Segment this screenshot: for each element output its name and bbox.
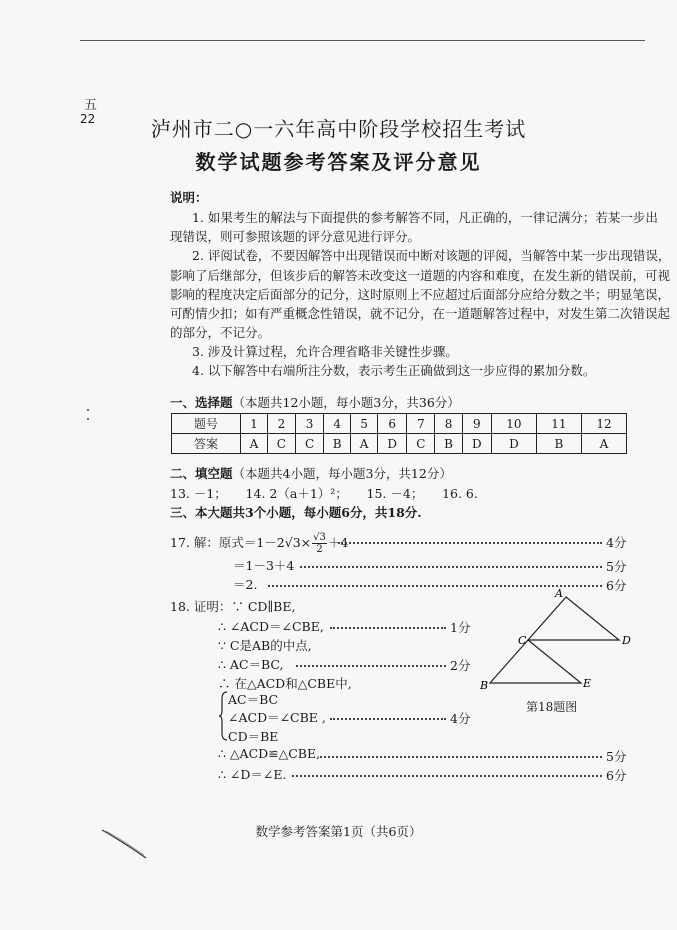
table-cell: 12 [581, 414, 626, 434]
page-title: 泸州市二○一六年高中阶段学校招生考试 [150, 117, 527, 141]
table-cell: 8 [435, 414, 462, 434]
table-cell: 6 [377, 414, 406, 434]
section2-title [170, 464, 452, 482]
corner-mark: 五 [84, 98, 98, 113]
point-label-d: D [622, 634, 631, 647]
instruction-line: 4. 以下解答中右端所注分数，表示考生正确做到这一步应得的累加分数。 [192, 363, 596, 378]
instruction-line: 可酌情少扣；如有严重概念性错误，就不记分，在一道题解答过程中，对发生第二次错误起 [170, 306, 671, 321]
table-cell: D [491, 434, 536, 454]
instruction-line: 1. 如果考生的解法与下面提供的参考解答不同，凡正确的，一律记满分；若某一步出 [192, 210, 658, 225]
instruction-line: 的部分，不记分。 [170, 325, 271, 340]
q18-line7: ∴ ∠D＝∠E. [218, 767, 287, 782]
leader-dots [292, 775, 602, 777]
table-cell: C [267, 434, 295, 454]
section1-title [170, 393, 460, 411]
table-cell: B [324, 434, 351, 454]
corner-number: 22 [80, 112, 96, 126]
fill-in-answers: 13. －1； 14. 2（a＋1）²； 15. －4； 16. 6. [170, 486, 478, 501]
instruction-line: 影响了后继部分，但该步后的解答未改变这一道题的内容和难度，在发生新的错误前，可视 [170, 268, 671, 283]
table-row-numbers [172, 414, 627, 434]
table-cell: D [377, 434, 406, 454]
section1-heading: 一、选择题 [170, 395, 233, 410]
q18-line6: ∴ △ACD≌△CBE, [218, 746, 321, 761]
figure-caption: 第18题图 [526, 700, 578, 714]
table-cell: D [462, 434, 491, 454]
section3-heading: 三、本大题共3个小题，每小题6分，共18分. [170, 505, 422, 520]
q17-tail: ＋4 [327, 535, 349, 550]
system-eq-1: AC＝BC [228, 692, 279, 707]
leader-dots [300, 566, 602, 568]
instruction-line: 3. 涉及计算过程，允许合理省略非关键性步骤。 [192, 344, 458, 359]
table-cell: B [536, 434, 581, 454]
table-cell: 11 [536, 414, 581, 434]
system-eq-3: CD＝BE [228, 729, 279, 744]
row-label: 答案 [172, 434, 241, 454]
q18-line4: ∴ AC＝BC, [218, 657, 284, 672]
table-cell: 9 [462, 414, 491, 434]
table-cell: 7 [407, 414, 435, 434]
point-label-a: A [555, 587, 563, 600]
table-cell: C [295, 434, 323, 454]
leader-dots [320, 756, 602, 758]
instructions-heading: 说明： [170, 190, 208, 205]
leader-dots [338, 542, 602, 544]
q17-frac-den: 2 [316, 544, 323, 555]
table-cell: B [435, 434, 462, 454]
score: 4分 [606, 535, 627, 550]
score: 2分 [450, 658, 471, 673]
table-cell: 5 [351, 414, 378, 434]
table-row-answers [172, 434, 627, 454]
q18-line1: 18. 证明：∵ CD∥BE, [170, 599, 296, 614]
q18-line2: ∴ ∠ACD＝∠CBE, [218, 619, 324, 634]
score: 4分 [450, 711, 471, 726]
table-cell: 3 [295, 414, 323, 434]
point-label-e: E [583, 677, 592, 690]
instruction-line: 影响的程度决定后面部分的记分，这时原则上不应超过后面部分应给分数之半；明显笔误， [170, 287, 671, 302]
q18-line3: ∵ C是AB的中点, [218, 638, 312, 653]
leader-dots [330, 718, 446, 720]
leader-dots [296, 665, 446, 667]
section1-note: （本题共12小题，每小题3分，共36分） [232, 395, 460, 410]
instruction-line: 现错误，则可参照该题的评分意见进行评分。 [170, 229, 421, 244]
q17-frac-num: √3 [313, 532, 326, 543]
triangle-cbe [490, 640, 581, 683]
q17-step2: ＝1－3＋4 [233, 558, 295, 573]
score: 5分 [606, 559, 627, 574]
figure-18 [476, 587, 646, 702]
table-cell: A [581, 434, 626, 454]
scan-dot [87, 418, 89, 420]
section2-note: （本题共4小题，每小题3分，共12分） [232, 466, 452, 481]
q18-line5: ∴ 在△ACD和△CBE中, [218, 676, 352, 691]
triangle-acd [528, 597, 619, 640]
system-brace [218, 691, 228, 741]
table-cell: 4 [324, 414, 351, 434]
leader-dots [330, 627, 446, 629]
score: 6分 [606, 578, 627, 593]
section2-heading: 二、填空题 [170, 466, 233, 481]
table-cell: A [241, 434, 268, 454]
table-cell: 1 [241, 414, 268, 434]
score: 6分 [606, 768, 627, 783]
page-subtitle: 数学试题参考答案及评分意见 [195, 150, 482, 174]
point-label-c: C [518, 634, 527, 647]
answer-table [171, 413, 627, 454]
q17-fraction [312, 532, 327, 555]
point-label-b: B [480, 679, 489, 692]
q17-step3: ＝2. [233, 577, 258, 592]
system-eq-2: ∠ACD＝∠CBE , [228, 710, 326, 725]
table-cell: 2 [267, 414, 295, 434]
top-rule [80, 40, 645, 41]
page-footer: 数学参考答案第1页（共6页） [255, 824, 422, 839]
q17-line1 [170, 532, 348, 555]
table-cell: C [407, 434, 435, 454]
row-label: 题号 [172, 414, 241, 434]
instruction-line: 2. 评阅试卷，不要因解答中出现错误而中断对该题的评阅，当解答中某一步出现错误， [192, 248, 671, 263]
score: 5分 [606, 749, 627, 764]
table-cell: 10 [491, 414, 536, 434]
q17-label: 17. 解：原式＝1－2√3× [170, 535, 312, 550]
score: 1分 [450, 620, 471, 635]
scan-mark [100, 828, 150, 860]
table-cell: A [351, 434, 378, 454]
scan-dot [87, 409, 89, 411]
